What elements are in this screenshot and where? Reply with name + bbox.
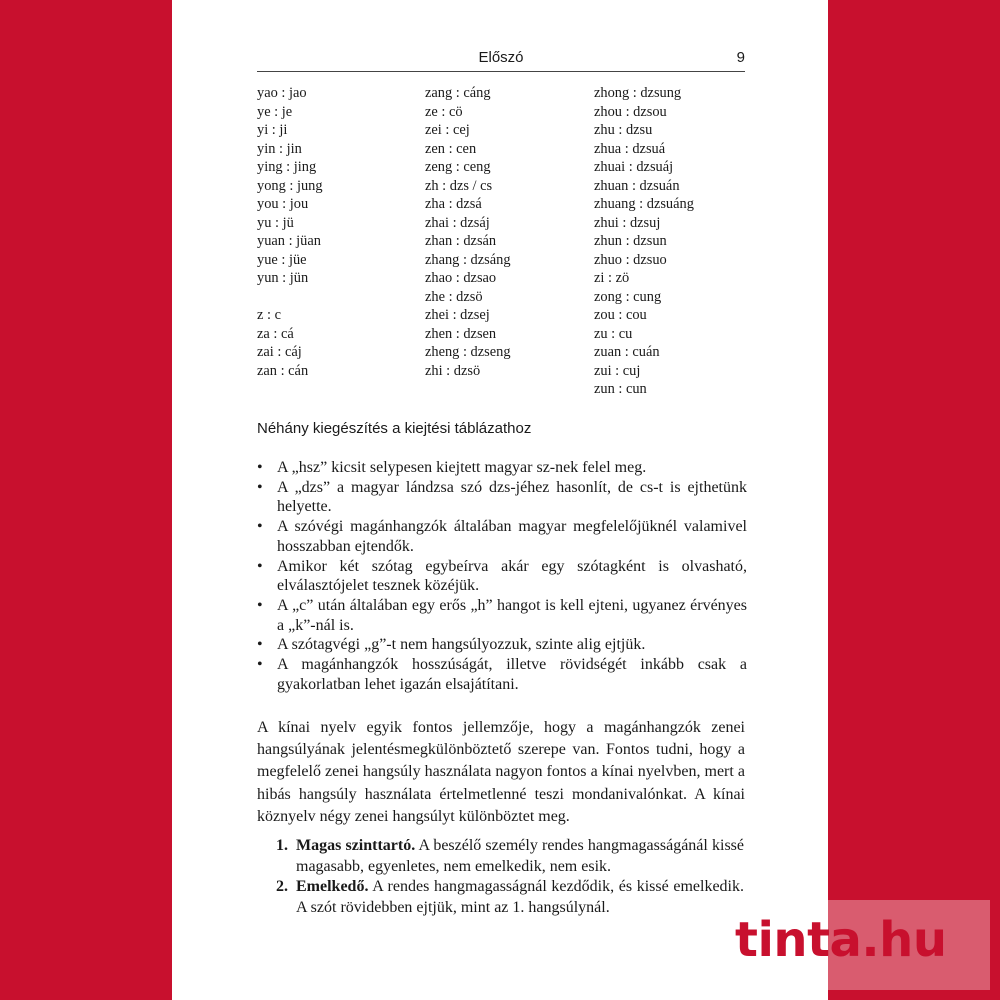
pronunciation-column-2 [425,84,511,380]
pronunciation-entry: zou : cou [594,307,647,323]
pronunciation-entry: zhi : dzsö [425,362,481,379]
pronunciation-entry: za : cá [257,325,294,342]
pronunciation-entry: zheng : dzseng [425,344,511,360]
tone-term: Magas szinttartó. [296,837,416,854]
bullet-item: • A „c” után általában egy erős „h” hangot is kell ejteni, ugyanez érvényes a „k”-nál is. [257,596,747,635]
chapter-title: Előszó [478,49,524,66]
pronunciation-entry: zhen : dzsen [425,325,497,342]
pronunciation-entry: zhuo : dzsuo [594,251,667,268]
pronunciation-entry: yin : jin [257,140,302,157]
tone-description: A beszélő személy rendes hangmagasságánál kissé magasabb, egyenletes, nem emelkedik, nem esik. [296,837,744,875]
tone-number: 1. [276,837,288,854]
pronunciation-column-1 [257,84,323,380]
book-page [172,0,828,1000]
pronunciation-entry: zhang : dzsáng [425,251,511,268]
page-header [257,47,745,72]
bullet-item: • A szóvégi magánhangzók általában magyar megfelelőjüknél valamivel hosszabban ejtendők. [257,517,747,556]
pronunciation-entry: zui : cuj [594,362,641,379]
tone-item [276,877,744,918]
supplement-bullet-list [257,458,747,694]
pronunciation-entry: yuan : jüan [257,233,321,249]
tones-list [276,836,744,918]
pronunciation-entry: zhui : dzsuj [594,214,661,231]
pronunciation-entry: zhei : dzsej [425,307,490,323]
pronunciation-entry: zhuan : dzsuán [594,177,680,194]
pronunciation-entry [257,288,323,307]
page-number: 9 [736,49,745,66]
pronunciation-entry: zh : dzs / cs [425,177,493,194]
supplement-heading: Néhány kiegészítés a kiejtési táblázathoz [257,420,532,437]
watermark-logo: tinta.hu [735,912,947,968]
pronunciation-entry: zuan : cuán [594,344,660,360]
pronunciation-entry: zhuang : dzsuáng [594,196,694,212]
pronunciation-entry: zeng : ceng [425,159,491,175]
pronunciation-entry: yao : jao [257,85,307,101]
tones-intro-paragraph: A kínai nyelv egyik fontos jellemzője, hogy a magánhangzók zenei hangsúlyának jelentésmegkülönböztető szerepe van. Fontos tudni, hogy a megfelelő zenei hangsúly használata nagyon fontos a kínai nyelvben, mert a hibás hangsúly használata értelmetlenné teszi mondanivalónkat. A kínai köznyelv négy zenei hangsúlyt különböztet meg. [257,719,745,825]
pronunciation-entry: ying : jing [257,159,317,175]
pronunciation-entry: you : jou [257,196,309,212]
pronunciation-entry: zhu : dzsu [594,122,653,138]
bullet-item: • A „hsz” kicsit selypesen kiejtett magyar sz-nek felel meg. [257,458,747,478]
bullet-item: • A „dzs” a magyar lándzsa szó dzs-jéhez hasonlít, de cs-t is ejthetünk helyette. [257,478,747,517]
pronunciation-entry: ze : cö [425,103,463,120]
pronunciation-entry: yun : jün [257,270,309,286]
tone-item [276,836,744,877]
pronunciation-entry: zhua : dzsuá [594,140,666,157]
pronunciation-entry: zhao : dzsao [425,270,497,286]
pronunciation-entry: zai : cáj [257,344,302,360]
pronunciation-entry: zha : dzsá [425,196,482,212]
bullet-item: • A szótagvégi „g”-t nem hangsúlyozzuk, szinte alig ejtjük. [257,635,747,655]
pronunciation-entry: zhe : dzsö [425,288,483,305]
tone-term: Emelkedő. [296,878,369,895]
pronunciation-entry: zan : cán [257,362,309,379]
bullet-item: • Amikor két szótag egybeírva akár egy szótagként is olvasható, elválasztójelet tesznek közéjük. [257,557,747,596]
pronunciation-entry: zhai : dzsáj [425,214,490,231]
pronunciation-entry: zhun : dzsun [594,233,667,249]
pronunciation-entry: zang : cáng [425,85,491,101]
pronunciation-entry: zong : cung [594,288,662,305]
pronunciation-entry: zu : cu [594,325,633,342]
pronunciation-entry: zhou : dzsou [594,103,667,120]
tone-number: 2. [276,878,288,895]
pronunciation-column-3 [594,84,694,399]
tone-description: A rendes hangmagasságnál kezdődik, és kissé emelkedik. A szót rövidebben ejtjük, mint az 1. hangsúlynál. [296,878,744,916]
pronunciation-entry: yu : jü [257,214,294,231]
pronunciation-entry: zi : zö [594,270,630,286]
pronunciation-entry: zhuai : dzsuáj [594,159,674,175]
pronunciation-entry: yong : jung [257,177,323,194]
pronunciation-entry: ye : je [257,103,293,120]
pronunciation-entry: zhan : dzsán [425,233,497,249]
pronunciation-entry: yi : ji [257,122,288,138]
pronunciation-entry: zen : cen [425,140,477,157]
pronunciation-entry: zun : cun [594,381,647,397]
pronunciation-entry: zei : cej [425,122,470,138]
pronunciation-entry: zhong : dzsung [594,85,682,101]
pronunciation-entry: yue : jüe [257,251,307,268]
bullet-item: • A magánhangzók hosszúságát, illetve rövidségét inkább csak a gyakorlatban lehet igazán elsajátítani. [257,655,747,694]
pronunciation-entry: z : c [257,307,281,323]
